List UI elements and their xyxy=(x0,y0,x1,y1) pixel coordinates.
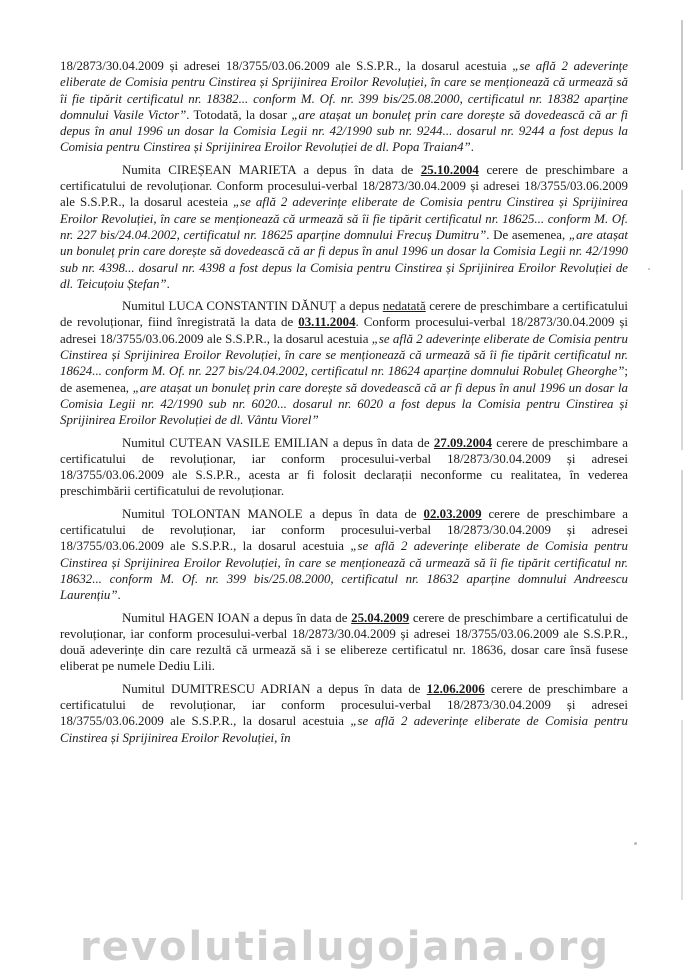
text-run: 18/2873/30.04.2009 și adresei 18/3755/03.06.2009 ale S.S.P.R., la dosarul acestuia xyxy=(60,59,513,73)
quoted-excerpt: „se află 2 adeverințe eliberate de Comisia pentru Cinstirea și Sprijinirea Eroilor Revoluției, în care se menționează că urmează să îi fie tipărit certificatul nr. 18632... conform M. Of. nr. 399 bis/25.08.2000, certificatul nr. 18632 aparține domnului Andreescu Laurențiu” xyxy=(60,539,628,603)
underlined-text: nedatată xyxy=(382,299,426,314)
text-run: Numitul TOLONTAN MANOLE a depus în data de xyxy=(122,506,424,521)
quoted-excerpt: „are atașat un bonuleț prin care dorește să dovedească că ar fi depus în anul 1996 un dosar la Comisia Legii nr. 42/1990 sub nr. 9244... dosarul nr. 9244 a fost depus la Comisia pentru Cinstirea și Sprijinirea Eroilor Revoluției de dl. Popa Traian4” xyxy=(60,107,628,155)
text-run: . Totodată, la dosar xyxy=(186,107,292,122)
quoted-excerpt: „se află 2 adeverințe eliberate de Comisia pentru Cinstirea și Sprijinirea Eroilor Revoluției, în xyxy=(60,714,628,745)
text-run: ; de asemenea, xyxy=(60,364,628,395)
paragraph xyxy=(60,506,628,604)
site-watermark: revolutialugojana.org xyxy=(80,924,610,970)
text-run: cerere de preschimbare a certificatului de revoluționar, iar conform procesului-verbal 18/2873/30.04.2009 și adresei 18/3755/03.06.2009 ale S.S.P.R., două adeverințe din care rezultă că urmează să i se elibereze certificatul nr. 18636, dosar care însă fusese eliberat pe numele Dediu Lili. xyxy=(60,610,628,674)
filing-date: 03.11.2004 xyxy=(298,315,356,330)
scan-artifact xyxy=(681,20,683,170)
paragraph xyxy=(60,435,628,500)
text-run: cerere de preschimbare a certificatului de revoluționar, iar conform procesului-verbal 18/2873/30.04.2009 și adresei 18/3755/03.06.2009 ale S.S.P.R., acesta ar fi folosit declarații neconforme cu realitatea, în vederea preschimbării certificatului de revoluționar. xyxy=(60,435,628,499)
text-run: cerere de preschimbare a certificatului de revoluționar, fiind înregistrată la data de xyxy=(60,299,628,330)
quoted-excerpt: „se află 2 adeverințe eliberate de Comisia pentru Cinstirea și Sprijinirea Eroilor Revoluției, în care se menționează că urmează să îi fie tipărit certificatul nr. 18382... conform M. Of. nr. 399 bis/25.08.2000, certificatul nr. 18382 aparține domnului Vasile Victor” xyxy=(60,59,628,122)
text-run: Numita CIREȘEAN MARIETA a depus în data de xyxy=(122,162,421,177)
scan-artifact xyxy=(681,470,683,700)
filing-date: 12.06.2006 xyxy=(426,681,485,696)
text-run: Numitul DUMITRESCU ADRIAN a depus în data de xyxy=(122,681,427,696)
text-run: Numitul CUTEAN VASILE EMILIAN a depus în data de xyxy=(122,435,434,450)
filing-date: 25.10.2004 xyxy=(420,162,479,177)
scan-artifact xyxy=(681,190,683,450)
text-run: cerere de preschimbare a certificatului de revoluționar, iar conform procesului-verbal 18/2873/30.04.2009 și adresei 18/3755/03.06.2009 ale S.S.P.R., la dosarul acestuia xyxy=(60,506,628,554)
text-run: . Conform procesului-verbal 18/2873/30.04.2009 și adresei 18/3755/03.06.2009 ale S.S.P.R., la dosarul acestuia xyxy=(60,315,629,346)
filing-date: 02.03.2009 xyxy=(423,506,482,521)
paragraph xyxy=(60,162,628,292)
scan-speck xyxy=(648,268,650,270)
text-run: . xyxy=(470,140,474,155)
text-run: . De asemenea, xyxy=(486,227,569,242)
paragraph xyxy=(60,681,628,746)
filing-date: 27.09.2004 xyxy=(433,435,492,450)
quoted-excerpt: „se află 2 adeverințe eliberate de Comisia pentru Cinstirea și Sprijinirea Eroilor Revoluției, în care se menționează că urmează să îi fie tipărit certificatul nr. 18625... conform M. Of. nr. 227 bis/24.04.2002, certificatul nr. 18625 aparține domnului Frecuș Dumitru” xyxy=(60,195,629,242)
text-run: . xyxy=(117,588,121,603)
paragraph xyxy=(60,58,628,156)
text-run: Numitul LUCA CONSTANTIN DĂNUȚ a depus xyxy=(122,299,383,314)
quoted-excerpt: „are atașat un bonuleț prin care dorește să dovedească că ar fi depus în anul 1996 un dosar la Comisia Legii nr. 42/1990 sub nr. 6020... dosarul nr. 6020 a fost depus la Comisia pentru Cinstirea și Sprijinirea Eroilor Revoluției de dl. Vântu Viorel” xyxy=(60,380,628,428)
text-run: . xyxy=(166,276,170,291)
text-run: cerere de preschimbare a certificatului de revoluționar. Conform procesului-verbal 18/2873/30.04.2009 și adresei 18/3755/03.06.2009 ale S.S.P.R., la dosarul acesteia xyxy=(60,162,629,210)
document-body xyxy=(60,58,628,752)
text-run: Numitul HAGEN IOAN a depus în data de xyxy=(122,610,352,625)
scan-speck xyxy=(634,842,637,845)
paragraph xyxy=(60,610,628,675)
quoted-excerpt: „are atașat un bonuleț prin care dorește să dovedească că ar fi depus în anul 1996 un dosar la Comisia Legii nr. 42/1990 sub nr. 4398... dosarul nr. 4398 a fost depus la Comisia pentru Cinstirea și Sprijinirea Eroilor Revoluției de dl. Teicuțoiu Ștefan” xyxy=(60,227,629,291)
paragraph xyxy=(60,298,628,428)
quoted-excerpt: „se află 2 adeverințe eliberate de Comisia pentru Cinstirea și Sprijinirea Eroilor Revoluției, în care se menționează că urmează să îi fie tipărit certificatul nr. 18624... conform M. Of. nr. 227 bis/24.04.2002, certificatul nr. 18624 aparține domnului Robuleț Gheorghe” xyxy=(60,331,628,379)
scan-artifact xyxy=(681,720,683,900)
text-run: cerere de preschimbare a certificatului de revoluționar, iar conform procesului-verbal 18/2873/30.04.2009 și adresei 18/3755/03.06.2009 ale S.S.P.R., la dosarul acestuia xyxy=(60,681,628,729)
filing-date: 25.04.2009 xyxy=(351,610,410,625)
